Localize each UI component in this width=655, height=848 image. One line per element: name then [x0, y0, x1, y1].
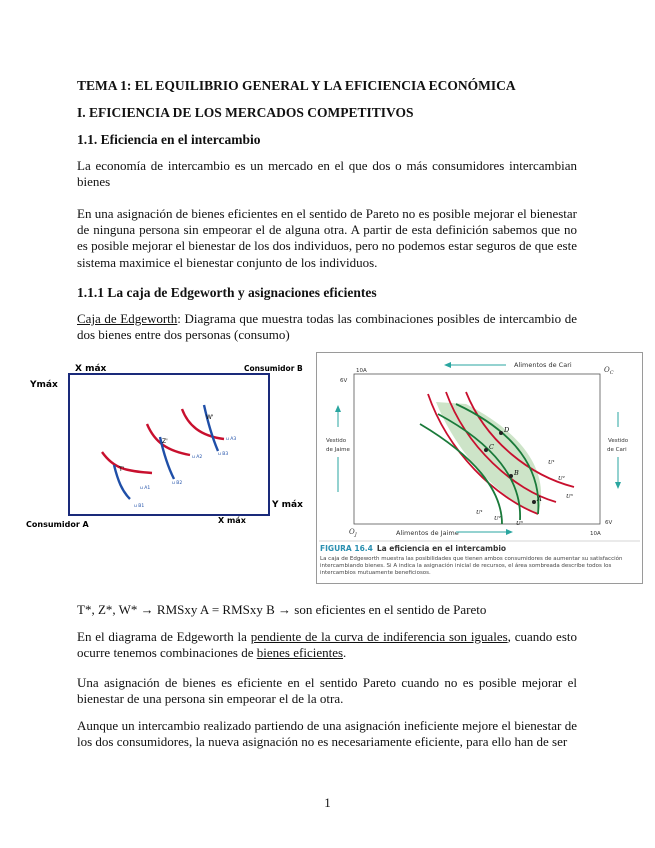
point-w-label: W': [206, 414, 214, 421]
consumer-a-label: Consumidor A: [26, 520, 89, 529]
hand-drawn-edgeworth-svg: [22, 357, 310, 537]
origin-j-sub: J: [354, 532, 357, 538]
right-axis-label-2: de Cari: [607, 447, 627, 453]
point-t-label: T': [119, 466, 125, 473]
consumer-b-label: Consumidor B: [244, 364, 303, 373]
paragraph-edgeworth-definition: [77, 311, 577, 343]
paragraph-exchange-economy: La economía de intercambio es un mercado en el que dos o más consumidores intercambian bienes: [77, 158, 577, 190]
u-label-1: U¹: [548, 460, 555, 466]
paragraph-inefficient-trade: Aunque un intercambio realizado partiendo de una asignación ineficiente mejore el bienestar de los dos consumidores, la nueva asignación no es necesariamente eficiente, para ello han de ser: [77, 718, 577, 750]
origin-j-label: O: [349, 528, 355, 536]
point-d: [499, 431, 503, 435]
point-a: [532, 500, 536, 504]
section-heading-1-1: 1.1. Eficiencia en el intercambio: [77, 132, 261, 147]
paragraph-pareto-points: T*, Z*, W* → RMSxy A = RMSxy B → son eficientes en el sentido de Pareto: [77, 602, 487, 617]
left-axis-label-1: Vestido: [326, 438, 347, 444]
document-title: TEMA 1: EL EQUILIBRIO GENERAL Y LA EFICIENCIA ECONÓMICA: [77, 78, 516, 93]
bottom-axis-label: Alimentos de Jaime: [396, 529, 459, 537]
p5-underline-slopes: pendiente de la curva de indiferencia son iguales: [250, 629, 508, 644]
p5-underline-efficient: bienes eficientes: [256, 645, 344, 661]
page-number: 1: [324, 795, 331, 810]
curve-label-ua3: u A3: [226, 437, 237, 442]
right-axis-label-1: Vestido: [608, 438, 629, 444]
paragraph-pareto: En una asignación de bienes eficientes en el sentido de Pareto no es posible mejorar el bienestar de ninguna persona sin empeorar el de alguna otra. A partir de esta definición sabemos que no es posible mejorar el bienestar de los dos individuos, pero no podemos estar seguros de que este sistema maximice el bienestar conjunto de los individuos.: [77, 206, 577, 270]
textbook-edgeworth-figure: [316, 352, 643, 584]
figure-title: La eficiencia en el intercambio: [376, 544, 507, 553]
paragraph-edgeworth-slopes: [77, 629, 577, 661]
u-label-2: U²: [558, 476, 565, 482]
point-c: [484, 448, 488, 452]
left-axis-label-2: de Jaime: [326, 447, 350, 453]
top-10a-label: 10A: [356, 368, 367, 374]
right-6v-label: 6V: [605, 520, 613, 526]
paragraph-pareto-allocation: Una asignación de bienes es eficiente en el sentido Pareto cuando no es posible mejorar el bienestar de una persona sin empeorar el de la otra.: [77, 675, 577, 707]
origin-c-label: O: [604, 366, 610, 374]
xmax-top-label: X máx: [75, 364, 107, 374]
u-label-6: U³: [516, 521, 523, 527]
point-b-label: B: [514, 469, 519, 477]
hand-drawn-edgeworth-figure: [22, 357, 310, 537]
p5-text-a: En el diagrama de Edgeworth la: [77, 629, 251, 644]
figure-caption-text: La caja de Edgeworth muestra las posibilidades que tienen ambos consumidores de aumentar su satisfacción intercambiando bienes. Si A indica la asignación inicial de recursos, el área sombreada describe todos los intercambios mutuamente beneficiosos.: [320, 556, 623, 576]
section-heading-1-1-1: 1.1.1 La caja de Edgeworth y asignaciones eficientes: [77, 285, 377, 300]
point-d-label: D: [504, 426, 510, 434]
p5-text-b: , cuando esto ocurre tenemos combinaciones de: [77, 629, 577, 661]
ymax-left-label: Ymáx: [30, 380, 58, 390]
left-6v-label: 6V: [340, 378, 348, 384]
bottom-10a-label: 10A: [590, 531, 601, 537]
xmax-bottom-label: X máx: [218, 516, 246, 525]
edgeworth-term: Caja de Edgeworth: [77, 311, 178, 326]
p5-text-c: .: [343, 645, 347, 661]
u-label-4: U¹: [476, 510, 483, 516]
ymax-right-label: Y máx: [272, 500, 303, 510]
point-c-label: C: [489, 443, 494, 451]
point-a-label: A: [537, 495, 542, 503]
curve-label-ub2: u B2: [172, 481, 183, 486]
curve-label-ub3: u B3: [218, 452, 229, 457]
curve-label-ua1: u A1: [140, 486, 151, 491]
section-heading-1: I. EFICIENCIA DE LOS MERCADOS COMPETITIVOS: [77, 105, 414, 120]
u-label-3: U³: [566, 494, 573, 500]
origin-c-sub: C: [609, 370, 614, 376]
curve-label-ub1: u B1: [134, 504, 145, 509]
textbook-edgeworth-svg: [316, 352, 643, 584]
curve-label-ua2: u A2: [192, 455, 203, 460]
top-axis-label: Alimentos de Cari: [514, 361, 572, 369]
point-z-label: Z': [162, 438, 168, 445]
figure-number: FIGURA 16.4: [320, 544, 373, 553]
u-label-5: U²: [494, 516, 501, 522]
svg-text:FIGURA 16.4La eficiencia en el: [320, 544, 506, 553]
point-b: [509, 474, 513, 478]
edgeworth-definition: : Diagrama que muestra todas las combinaciones posibles de intercambio de dos bienes entre dos personas (consumo): [77, 311, 577, 343]
